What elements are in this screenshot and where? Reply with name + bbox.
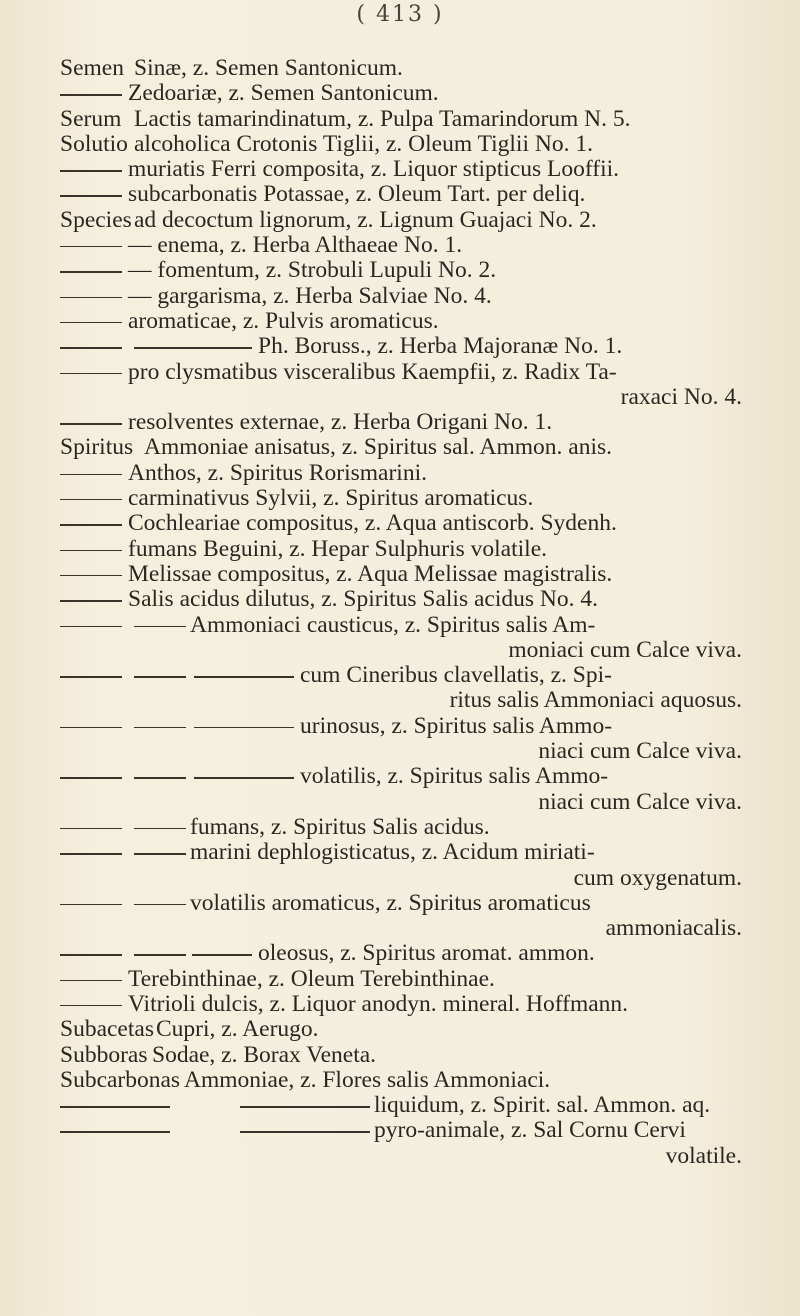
entry-headword: Subcarbonas xyxy=(60,1066,181,1093)
entry-text: Vitrioli dulcis, z. Liquor anodyn. mineral. Hoffmann. xyxy=(128,990,629,1017)
entry-continuation: volatile. xyxy=(665,1142,742,1169)
index-entry xyxy=(0,992,800,1017)
ditto-dash xyxy=(60,499,122,500)
entry-text: Ammoniae, z. Flores salis Ammoniaci. xyxy=(184,1066,551,1093)
entry-continuation: moniaci cum Calce viva. xyxy=(508,636,742,663)
ditto-dash xyxy=(192,954,252,955)
entry-text: fumans, z. Spiritus Salis acidus. xyxy=(190,813,490,840)
entry-text: volatilis, z. Spiritus salis Ammo- xyxy=(300,763,609,790)
ditto-dash xyxy=(60,524,122,525)
ditto-dash xyxy=(134,904,186,905)
index-entry xyxy=(0,486,800,511)
ditto-dash xyxy=(134,828,186,829)
index-entry xyxy=(0,182,800,207)
ditto-dash xyxy=(60,322,122,323)
entry-continuation: ritus salis Ammoniaci aquosus. xyxy=(449,687,742,714)
ditto-dash xyxy=(240,1106,370,1107)
index-entry xyxy=(0,714,800,765)
index-entry xyxy=(0,435,800,460)
ditto-dash xyxy=(60,195,122,196)
entry-text: Anthos, z. Spiritus Rorismarini. xyxy=(128,459,427,486)
ditto-dash xyxy=(60,423,122,424)
ditto-dash xyxy=(60,954,122,955)
entry-text: — gargarisma, z. Herba Salviae No. 4. xyxy=(128,282,492,309)
entry-continuation: niaci cum Calce viva. xyxy=(538,788,742,815)
ditto-dash xyxy=(60,550,122,551)
index-entry xyxy=(0,815,800,840)
ditto-dash xyxy=(60,271,122,272)
index-entry xyxy=(0,56,800,81)
index-entry xyxy=(0,132,800,157)
entry-text: subcarbonatis Potassae, z. Oleum Tart. per deliq. xyxy=(128,181,586,208)
entry-headword: Serum xyxy=(60,105,122,132)
ditto-dash xyxy=(60,727,122,728)
index-entry xyxy=(0,1017,800,1042)
entry-text: Zedoariæ, z. Semen Santonicum. xyxy=(128,80,439,107)
entry-text: volatilis aromaticus, z. Spiritus aromaticus xyxy=(190,889,591,916)
index-entry xyxy=(0,1068,800,1093)
entry-text: Ammoniae anisatus, z. Spiritus sal. Ammon. anis. xyxy=(144,434,613,461)
entry-text: alcoholica Crotonis Tiglii, z. Oleum Tiglii No. 1. xyxy=(134,130,593,157)
entry-headword: Solutio xyxy=(60,130,128,157)
ditto-dash xyxy=(194,777,294,778)
entry-text: marini dephlogisticatus, z. Acidum miriati- xyxy=(190,839,595,866)
entry-text: — enema, z. Herba Althaeae No. 1. xyxy=(128,232,463,259)
entry-text: Melissae compositus, z. Aqua Melissae magistralis. xyxy=(128,560,613,587)
entry-continuation: niaci cum Calce viva. xyxy=(538,738,742,765)
ditto-dash xyxy=(240,1131,370,1132)
index-entry xyxy=(0,157,800,182)
page-number: ( 413 ) xyxy=(356,2,444,27)
index-entry xyxy=(0,334,800,359)
ditto-dash xyxy=(60,94,122,95)
entry-text: Sinæ, z. Semen Santonicum. xyxy=(134,55,403,81)
entry-text: Ammoniaci causticus, z. Spiritus salis Am- xyxy=(190,611,596,638)
index-entry xyxy=(0,309,800,334)
ditto-dash xyxy=(134,777,186,778)
index-entry xyxy=(0,562,800,587)
entry-text: aromaticae, z. Pulvis aromaticus. xyxy=(128,307,439,334)
entry-text: Cochleariae compositus, z. Aqua antiscorb. Sydenh. xyxy=(128,510,617,537)
ditto-dash xyxy=(134,347,252,348)
entry-text: Salis acidus dilutus, z. Spiritus Salis acidus No. 4. xyxy=(128,586,598,613)
ditto-dash xyxy=(60,297,122,298)
ditto-dash xyxy=(134,853,186,854)
index-entry xyxy=(0,107,800,132)
entry-continuation: cum oxygenatum. xyxy=(573,864,742,891)
index-entry xyxy=(0,81,800,106)
entry-text: carminativus Sylvii, z. Spiritus aromaticus. xyxy=(128,485,534,512)
entry-text: Cupri, z. Aerugo. xyxy=(156,1016,319,1043)
index-entry xyxy=(0,461,800,486)
ditto-dash xyxy=(60,373,122,374)
entry-text: — fomentum, z. Strobuli Lupuli No. 2. xyxy=(128,257,497,284)
index-entry xyxy=(0,587,800,612)
ditto-dash xyxy=(60,904,122,905)
entry-text: resolventes externae, z. Herba Origani No. 1. xyxy=(128,409,553,436)
ditto-dash xyxy=(60,246,122,247)
entry-text: liquidum, z. Spirit. sal. Ammon. aq. xyxy=(374,1092,711,1119)
index-entry xyxy=(0,967,800,992)
ditto-dash xyxy=(194,727,294,728)
entry-text: pyro-animale, z. Sal Cornu Cervi xyxy=(374,1117,686,1144)
entry-headword: Species xyxy=(60,206,132,233)
entry-text: Ph. Boruss., z. Herba Majoranæ No. 1. xyxy=(258,333,623,360)
entry-text: ad decoctum lignorum, z. Lignum Guajaci No. 2. xyxy=(134,206,597,233)
ditto-dash xyxy=(60,676,122,677)
entry-text: cum Cineribus clavellatis, z. Spi- xyxy=(300,662,612,689)
ditto-dash xyxy=(134,727,186,728)
entry-text: muriatis Ferri composita, z. Liquor stipticus Looffii. xyxy=(128,156,620,183)
index-entry xyxy=(0,613,800,664)
ditto-dash xyxy=(60,1005,122,1006)
index-entry xyxy=(0,410,800,435)
entry-headword: Subacetas xyxy=(60,1016,154,1043)
ditto-dash xyxy=(60,853,122,854)
ditto-dash xyxy=(134,954,186,955)
ditto-dash xyxy=(60,626,122,627)
entry-text: urinosus, z. Spiritus salis Ammo- xyxy=(300,712,613,739)
ditto-dash xyxy=(60,474,122,475)
entry-continuation: ammoniacalis. xyxy=(605,915,742,942)
index-entry xyxy=(0,764,800,815)
entry-headword: Semen xyxy=(60,55,124,81)
entry-text: fumans Beguini, z. Hepar Sulphuris volatile. xyxy=(128,535,548,562)
entry-text: Lactis tamarindinatum, z. Pulpa Tamarindorum N. 5. xyxy=(134,105,631,132)
ditto-dash xyxy=(60,347,122,348)
entry-text: oleosus, z. Spiritus aromat. ammon. xyxy=(258,940,595,967)
entry-headword: Subboras xyxy=(60,1041,148,1068)
entry-headword: Spiritus xyxy=(60,434,134,461)
index-entry xyxy=(0,1093,800,1118)
entry-text: Sodae, z. Borax Veneta. xyxy=(152,1041,377,1068)
ditto-dash xyxy=(60,828,122,829)
index-entry xyxy=(0,537,800,562)
ditto-dash xyxy=(134,676,186,677)
ditto-dash xyxy=(60,980,122,981)
ditto-dash xyxy=(60,600,122,601)
index-entry xyxy=(0,840,800,891)
ditto-dash xyxy=(60,1131,170,1132)
index-entry xyxy=(0,284,800,309)
index-entry xyxy=(0,1118,800,1169)
entry-continuation: raxaci No. 4. xyxy=(620,383,742,410)
index-entry xyxy=(0,258,800,283)
ditto-dash xyxy=(60,575,122,576)
ditto-dash xyxy=(194,676,294,677)
index-entry xyxy=(0,233,800,258)
index-entry xyxy=(0,891,800,942)
ditto-dash xyxy=(60,777,122,778)
ditto-dash xyxy=(60,1106,170,1107)
index-entry xyxy=(0,208,800,233)
index-entry xyxy=(0,360,800,411)
ditto-dash xyxy=(60,170,122,171)
index-entry xyxy=(0,663,800,714)
entry-text: pro clysmatibus visceralibus Kaempfii, z. Radix Ta- xyxy=(128,358,617,385)
ditto-dash xyxy=(134,626,186,627)
index-entry xyxy=(0,941,800,966)
entry-text: Terebinthinae, z. Oleum Terebinthinae. xyxy=(128,965,495,992)
index-entry xyxy=(0,511,800,536)
index-entries xyxy=(0,56,800,1169)
index-entry xyxy=(0,1043,800,1068)
